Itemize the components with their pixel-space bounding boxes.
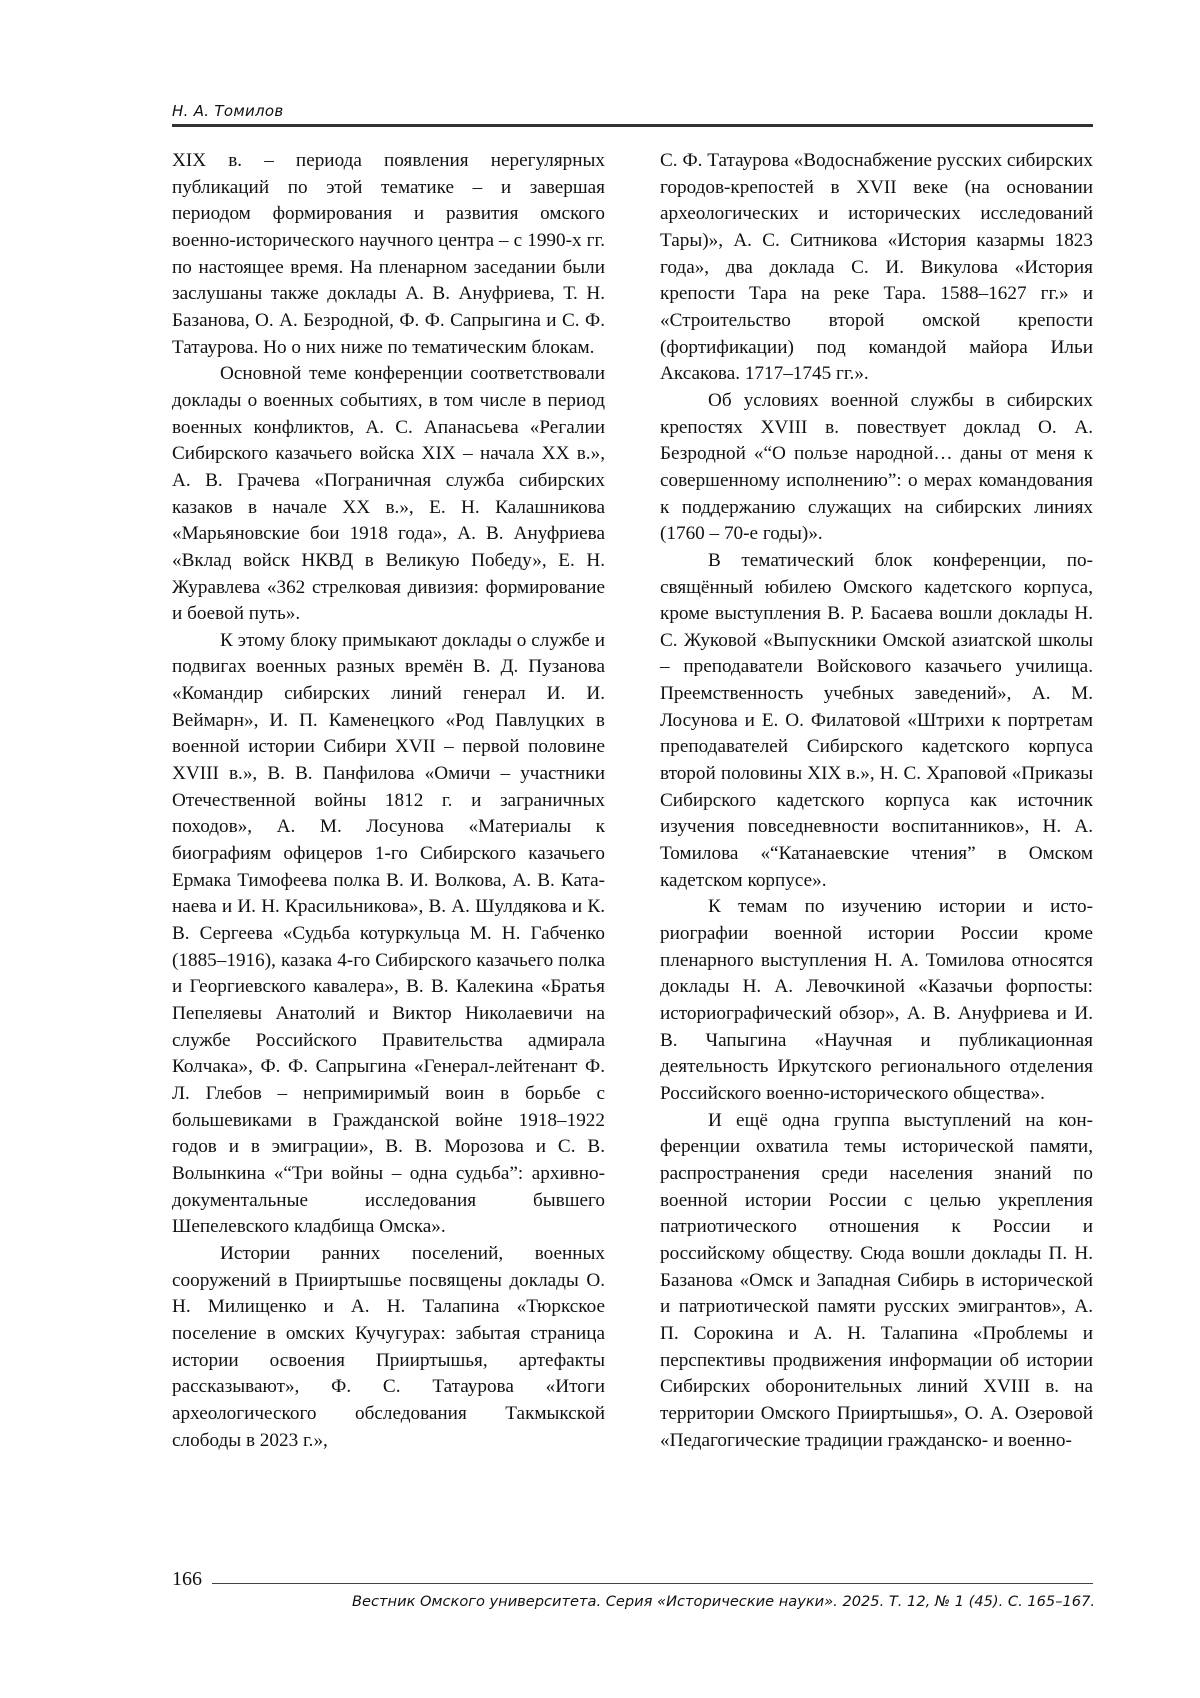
paragraph: XIX в. – периода появления нерегулярных публикаций по этой тематике – и завершая периодом формирования и развития омского военно-исторического научного центра – с 1990-х гг. по настоящее время. На пленарном заседании были заслушаны также доклады А. В. Ануфриева, Т. Н. Базанова, О. А. Безродной, Ф. Ф. Сапрыгина и С. Ф. Татаурова. Но о них ниже по тематическим блокам. [172,150,605,358]
paragraph: К темам по изучению истории и историографии военной истории России кроме пленарного выступления Н. А. Томилова относятся доклады Н. А. Левочкиной «Казачьи форпосты: историографический обзор», А. В. Ануфриева и И. В. Чапыгина «Научная и публикационная деятельность Иркутского регионального отделения Российского военно-исторического общества». [660,896,1093,1104]
paragraph: С. Ф. Татаурова «Водоснабжение русских сибирских городов-крепостей в XVII веке (на основании археологических и исторических исследований Тары)», А. С. Ситникова «История казармы 1823 года», два доклада С. И. Викулова «История крепости Тара на реке Тара. 1588–1627 гг.» и «Строительство второй омской крепости (фортификации) под командой майора Ильи Аксакова. 1717–1745 гг.». [660,150,1093,385]
footer-rule [212,1583,1093,1584]
paragraph: Об условиях военной службы в сибирских крепостях XVIII в. повествует доклад О. А. Безродной «“О пользе народной… даны от меня к совершенному исполнению”: о мерах командования к поддержанию служащих на сибирских линиях (1760 – 70-е годы)». [660,389,1093,545]
paragraph: К этому блоку примыкают доклады о службе и подвигах военных разных времён В. Д. Пузанова «Командир сибирских линий генерал И. И. Веймарн», И. П. Каменецкого «Род Павлуцких в военной истории Сибири XVII – первой половине XVIII в.», В. В. Панфилова «Омичи – участники Отечественной войны 1812 г. и заграничных походов», А. М. Лосунова «Материалы к биографиям офицеров 1-го Сибирского казачьего Ермака Тимофеева полка В. И. Волкова, А. В. Катанаева и И. Н. Красильникова», В. А. Шулдякова и К. В. Сергеева «Судьба котуркульца М. Н. Габченко (1885–1916), казака 4-го Сибирского казачьего полка и Георгиевского кавалера», В. В. Калекина «Братья Пепеляевы Анатолий и Виктор Николаевичи на службе Российского Правительства адмирала Колчака», Ф. Ф. Сапрыгина «Генерал-лейтенант Ф. Л. Глебов – непримиримый воин в борьбе с большевиками в Гражданской войне 1918–1922 годов и в эмиграции», В. В. Морозова и С. В. Волынкина «“Три войны – одна судьба”: архивно-документальные исследования бывшего Шепелевского кладбища Омска». [172,629,605,1238]
journal-citation: Вестник Омского университета. Серия «Исторические науки». 2025. Т. 12, № 1 (45). С. 165–167. [352,1593,1095,1610]
paragraph: Истории ранних поселений, военных сооружений в Прииртышье посвящены доклады О. Н. Милищенко и А. Н. Талапина «Тюркское поселение в омских Кучугурах: забытая страница истории освоения Прииртышья, артефакты рассказывают», Ф. С. Татаурова «Итоги археологического обследования Такмыкской слободы в 2023 г.», [172,1242,605,1451]
page-number: 166 [172,1568,202,1590]
left-column [172,148,605,1454]
paragraph: В тематический блок конференции, посвящённый юбилею Омского кадетского корпуса, кроме выступления В. Р. Басаева вошли доклады Н. С. Жуковой «Выпускники Омской азиатской школы – преподаватели Войскового казачьего училища. Преемственность учебных заведений», А. М. Лосунова и Е. О. Филатовой «Штрихи к портретам преподавателей Сибирского кадетского корпуса второй половины XIX в.», Н. С. Храповой «Приказы Сибирского кадетского корпуса как источник изучения повседневности воспитанников», Н. А. Томилова «“Катанаевские чтения” в Омском кадетском корпусе». [660,549,1093,891]
paragraph: И ещё одна группа выступлений на конференции охватила темы исторической памяти, распространения среди населения знаний по военной истории России с целью укрепления патриотического отношения к России и российскому обществу. Сюда вошли доклады П. Н. Базанова «Омск и Западная Сибирь в исторической и патриотической памяти русских эмигрантов», А. П. Сорокина и А. Н. Талапина «Проблемы и перспективы продвижения информации об истории Сибирских оборонительных линий XVIII в. на территории Омского Прииртышья», О. А. Озеровой «Педагогические традиции гражданско- и военно- [660,1109,1093,1451]
header-rule [172,124,1093,127]
right-column [660,148,1093,1454]
running-head-author: Н. А. Томилов [172,102,284,120]
paragraph: Основной теме конференции соответствовали доклады о военных событиях, в том числе в период военных конфликтов, А. С. Апанасьева «Регалии Сибирского казачьего войска XIX – начала XX в.», А. В. Грачева «Пограничная служба сибирских казаков в начале XX в.», Е. Н. Калашникова «Марьяновские бои 1918 года», А. В. Ануфриева «Вклад войск НКВД в Великую Победу», Е. Н. Журавлева «362 стрелковая дивизия: формирование и боевой путь». [172,363,605,625]
